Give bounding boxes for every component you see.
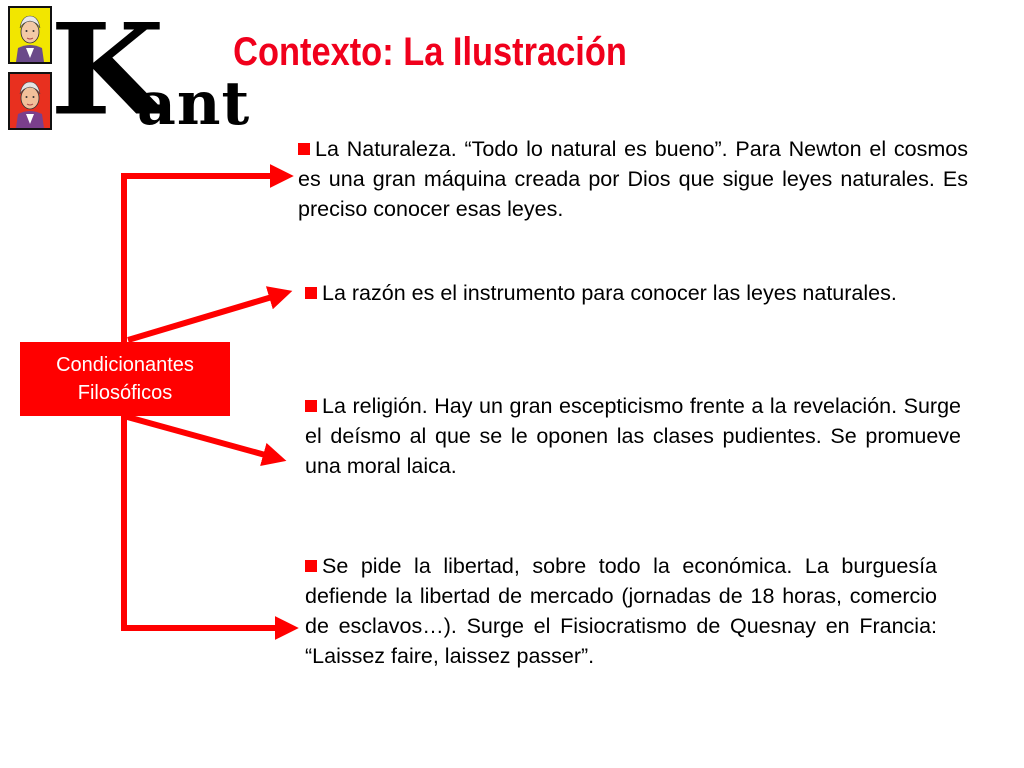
logo-letters-ant: ant <box>137 69 251 139</box>
paragraph-text: La Naturaleza. “Todo lo natural es bueno”. Para Newton el cosmos es una gran máquina creada por Dios que sigue leyes naturales. Es preciso conocer esas leyes. <box>298 137 968 221</box>
paragraph-text: La religión. Hay un gran escepticismo frente a la revelación. Surge el deísmo al que se le oponen las clases pudientes. Se promueve una moral laica. <box>305 394 961 478</box>
arrow-libertad <box>124 416 288 628</box>
red-square-bullet-icon <box>298 143 310 155</box>
red-square-bullet-icon <box>305 287 317 299</box>
red-square-bullet-icon <box>305 560 317 572</box>
red-square-bullet-icon <box>305 400 317 412</box>
paragraph-razon <box>305 278 969 308</box>
paragraph-text: Se pide la libertad, sobre todo la económica. La burguesía defiende la libertad de mercado (jornadas de 18 horas, comercio de esclavos…). Surge el Fisiocratismo de Quesnay en Francia: “Laissez faire, laissez passer”. <box>305 554 937 668</box>
condicionantes-line1: Condicionantes <box>56 354 194 376</box>
paragraph-libertad <box>305 551 937 671</box>
arrow-religion <box>124 416 276 458</box>
paragraph-religion <box>305 391 961 481</box>
paragraph-text: La razón es el instrumento para conocer las leyes naturales. <box>322 281 897 305</box>
paragraph-naturaleza <box>298 134 968 224</box>
slide-title: Contexto: La Ilustración <box>233 30 627 74</box>
logo-letter-k: K <box>50 0 165 144</box>
arrow-razon <box>128 294 282 340</box>
condicionantes-box <box>20 342 230 416</box>
condicionantes-line2: Filosóficos <box>77 382 173 404</box>
